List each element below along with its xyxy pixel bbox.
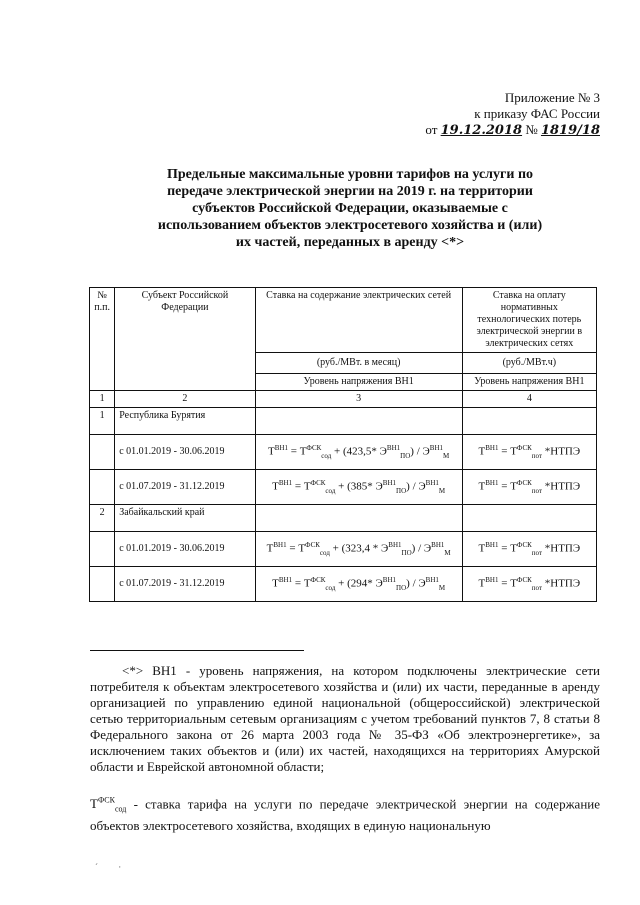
order-number: 1819/18 — [540, 123, 600, 138]
formula-part: T — [272, 480, 279, 493]
table-row-region — [90, 408, 597, 435]
tariff-table — [89, 287, 597, 602]
formula-part: Э — [418, 577, 426, 590]
period: с 01.01.2019 - 30.06.2019 — [115, 435, 255, 470]
footnote-vn1: <*> ВН1 - уровень напряжения, на котором подключены электрические сети потребителя к объектам электросетевого хозяйства и (или) их части, переданные в аренду организацией по управлению единой национальной (общероссийской) электрической сетью территориальным сетевым организациям с учетом требований пунктов 7, 8 статьи 8 Федерального закона от 26 марта 2003 года № 35-ФЗ «Об электроэнергетике», за исключением таких объектов и (или) их частей, находящихся на территориях Амурской области и Еврейской автономной области; — [90, 663, 600, 774]
formula-part: пот — [531, 583, 543, 592]
formula-part: / — [412, 480, 416, 493]
footnote-tariff-symbol — [90, 793, 600, 834]
formula-part: ВН1 — [386, 444, 401, 453]
formula-part: ВН1 — [388, 541, 402, 550]
footnote-divider — [90, 650, 304, 651]
table-row-region — [90, 505, 597, 532]
formula-part: * — [544, 577, 551, 590]
formula-part: T — [303, 577, 311, 590]
formula-part: ВН1 — [485, 576, 499, 585]
formula-part: T — [268, 445, 275, 458]
date-prefix: от — [425, 122, 438, 137]
formula-part: сод — [321, 451, 332, 460]
formula-part: ФСК — [516, 541, 532, 550]
formula-part: ) — [406, 480, 410, 493]
formula-part: + — [334, 445, 341, 458]
formula-part: ВН1 — [485, 444, 499, 453]
formula-part: ( — [347, 577, 351, 590]
formula-part: ФСК — [516, 576, 532, 585]
formula-part: НТПЭ — [550, 577, 581, 590]
formula-part: + — [338, 577, 345, 590]
formula-part: Э — [418, 480, 426, 493]
table-row-period — [90, 532, 597, 567]
formula-part: T — [478, 445, 486, 458]
formula-part: Э — [423, 542, 432, 555]
losses-formula — [462, 532, 596, 567]
maintenance-level: Уровень напряжения ВН1 — [255, 374, 462, 391]
losses-unit: (руб./МВт.ч) — [462, 353, 596, 374]
appendix-line-2: к приказу ФАС России — [474, 106, 600, 121]
formula-part: T — [303, 480, 311, 493]
formula-part: ВН1 — [485, 541, 499, 550]
region-name: Забайкальский край — [115, 505, 255, 532]
formula-part: Э — [375, 480, 383, 493]
period: с 01.07.2019 - 31.12.2019 — [115, 470, 255, 505]
document-title: Предельные максимальные уровни тарифов на услуги по передаче электрической энергии на 2019 г. на территории субъектов Российской Федерации, оказываемые с использованием объектов электросетевого хозяйства и (или) их частей, переданных в аренду <*> — [157, 167, 543, 250]
formula-part: сод — [325, 486, 336, 495]
order-date: 19.12.2018 — [440, 123, 523, 138]
formula-part: Э — [422, 445, 430, 458]
formula-part: ВН1 — [278, 576, 293, 585]
scan-marks: ˊ · — [95, 862, 122, 872]
formula-part: T — [272, 577, 279, 590]
header-losses: Ставка на оплату нормативных технологических потерь электрической энергии в электрических сетях — [462, 288, 596, 353]
column-number-row — [90, 391, 597, 408]
table-header-row — [90, 288, 597, 353]
formula-part: ) — [406, 577, 410, 590]
appendix-block — [425, 90, 600, 139]
header-maintenance: Ставка на содержание электрических сетей — [255, 288, 462, 353]
formula-part: ) — [411, 542, 416, 555]
formula-part: сод — [319, 548, 330, 557]
formula-part: * — [544, 445, 551, 458]
formula-part: = — [501, 445, 508, 458]
formula-part: ВН1 — [382, 576, 397, 585]
formula-part: Э — [375, 577, 383, 590]
formula-part: ( — [341, 542, 346, 555]
formula-part: сод — [325, 583, 336, 592]
formula-part: = — [290, 445, 297, 458]
losses-level: Уровень напряжения ВН1 — [462, 374, 596, 391]
formula-part: ( — [347, 480, 351, 493]
formula-part: М — [443, 451, 450, 460]
formula-part: ВН1 — [273, 541, 287, 550]
formula-part: ФСК — [310, 576, 326, 585]
period: с 01.01.2019 - 30.06.2019 — [115, 532, 255, 567]
appendix-line-1: Приложение № 3 — [504, 90, 600, 105]
formula-part: T — [510, 480, 517, 493]
formula-part: T — [478, 480, 486, 493]
formula-part: Э — [381, 542, 389, 555]
appendix-date-number — [425, 122, 600, 139]
losses-formula — [462, 567, 596, 602]
formula-coefficient: 323,4 — [345, 542, 371, 555]
formula-part: * — [367, 577, 373, 590]
formula-part: * — [372, 542, 379, 555]
formula-part: T — [510, 445, 517, 458]
formula-part: ВН1 — [425, 576, 439, 585]
formula-part: + — [338, 480, 345, 493]
formula-part: T — [266, 542, 274, 555]
formula-part: T — [510, 542, 517, 555]
formula-coefficient: 385 — [350, 480, 368, 493]
formula-part: ПО — [396, 583, 407, 592]
maintenance-formula — [255, 532, 462, 567]
formula-part: М — [438, 583, 446, 592]
formula-part: = — [294, 480, 302, 493]
formula-part: ФСК — [305, 541, 320, 550]
formula-part: * — [544, 542, 551, 555]
formula-part: ФСК — [310, 479, 326, 488]
table-row-period — [90, 470, 597, 505]
formula-part: пот — [531, 486, 543, 495]
formula-part: = — [294, 577, 302, 590]
formula-part: ВН1 — [425, 479, 439, 488]
formula-part: ПО — [401, 548, 412, 557]
formula-part: * — [544, 480, 551, 493]
number-prefix: № — [525, 122, 538, 137]
formula-part: ) — [410, 445, 414, 458]
maintenance-formula — [255, 435, 462, 470]
formula-coefficient: 423,5 — [346, 445, 372, 458]
footnote-text: - ставка тарифа на услуги по передаче электрической энергии на содержание объектов электросетевого хозяйства, входящих в единую национальную — [90, 796, 600, 833]
formula-coefficient: 294 — [350, 577, 368, 590]
formula-part: T — [298, 542, 306, 555]
formula-part: пот — [531, 451, 543, 460]
losses-formula — [462, 435, 596, 470]
formula-part: ВН1 — [485, 479, 499, 488]
tariff-symbol: $T^{ФСК}_{сод}$ — [90, 796, 127, 814]
formula-part: ( — [342, 445, 347, 458]
formula-part: НТПЭ — [550, 542, 581, 555]
formula-part: = — [501, 480, 508, 493]
formula-part: ВН1 — [429, 444, 444, 453]
formula-part: / — [418, 542, 422, 555]
formula-part: / — [412, 577, 416, 590]
header-num: № п.п. — [90, 288, 115, 391]
formula-part: НТПЭ — [550, 445, 581, 458]
col-number: 4 — [462, 391, 596, 408]
col-number: 1 — [90, 391, 115, 408]
table-row-period — [90, 567, 597, 602]
col-number: 3 — [255, 391, 462, 408]
formula-part: T — [510, 577, 517, 590]
formula-part: ФСК — [306, 444, 322, 453]
maintenance-formula — [255, 567, 462, 602]
formula-part: T — [478, 577, 486, 590]
row-num: 1 — [90, 408, 115, 435]
maintenance-unit: (руб./МВт. в месяц) — [255, 353, 462, 374]
period: с 01.07.2019 - 31.12.2019 — [115, 567, 255, 602]
formula-part: T — [299, 445, 307, 458]
formula-part: М — [444, 548, 451, 557]
table-row-period — [90, 435, 597, 470]
formula-part: = — [501, 577, 508, 590]
formula-part: ФСК — [516, 444, 532, 453]
formula-part: + — [332, 542, 339, 555]
formula-part: T — [478, 542, 486, 555]
maintenance-formula — [255, 470, 462, 505]
formula-part: пот — [531, 548, 543, 557]
formula-part: = — [289, 542, 296, 555]
col-number: 2 — [115, 391, 255, 408]
losses-formula — [462, 470, 596, 505]
formula-part: Э — [379, 445, 387, 458]
formula-part: М — [438, 486, 446, 495]
formula-part: / — [416, 445, 420, 458]
formula-part: = — [501, 542, 508, 555]
formula-part: НТПЭ — [550, 480, 581, 493]
formula-part: * — [367, 480, 373, 493]
formula-part: * — [371, 445, 377, 458]
formula-part: ПО — [400, 451, 411, 460]
header-subject: Субъект Российской Федерации — [115, 288, 255, 391]
row-num: 2 — [90, 505, 115, 532]
formula-part: ВН1 — [278, 479, 293, 488]
formula-part: ВН1 — [431, 541, 445, 550]
formula-part: ФСК — [516, 479, 532, 488]
formula-part: ВН1 — [274, 444, 288, 453]
region-name: Республика Бурятия — [115, 408, 255, 435]
formula-part: ВН1 — [382, 479, 397, 488]
formula-part: ПО — [396, 486, 407, 495]
